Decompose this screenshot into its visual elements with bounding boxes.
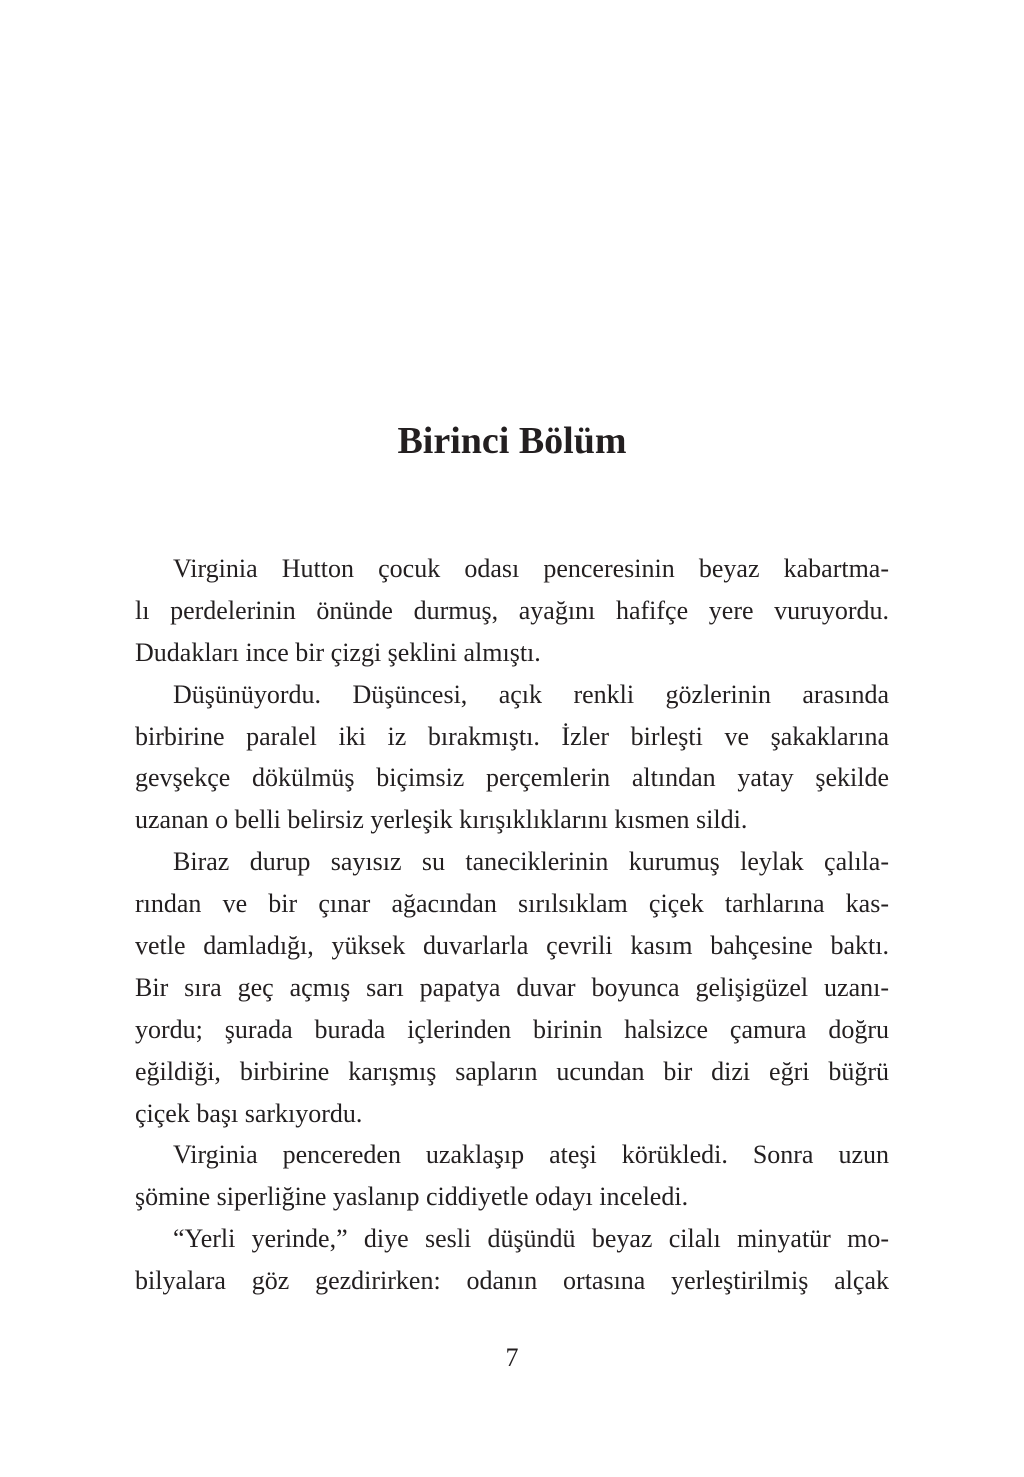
page-number: 7 (505, 1343, 519, 1372)
text-line: şömine siperliğine yaslanıp ciddiyetle odayı inceledi. (135, 1182, 689, 1212)
text-line: çiçek başı sarkıyordu. (135, 1098, 363, 1128)
text-line: vetle damladığı, yüksek duvarlarla çevrili kasım bahçesine baktı. (135, 931, 889, 961)
text-line: eğildiği, birbirine karışmış sapların ucundan bir dizi eğri büğrü (135, 1056, 889, 1086)
text-line: birbirine paralel iki iz bırakmıştı. İzler birleşti ve şakaklarına (135, 721, 889, 751)
text-line: gevşekçe dökülmüş biçimsiz perçemlerin altından yatay şekilde (135, 763, 889, 793)
paragraph (135, 674, 889, 842)
text-line: Bir sıra geç açmış sarı papatya duvar boyunca gelişigüzel uzanı- (135, 972, 889, 1002)
chapter-title: Birinci Bölüm (397, 420, 627, 462)
text-line: Dudakları ince bir çizgi şeklini almıştı. (135, 637, 541, 667)
paragraph (135, 548, 889, 674)
text-line: Virginia pencereden uzaklaşıp ateşi körükledi. Sonra uzun (173, 1140, 889, 1170)
chapter-body-text (135, 548, 889, 1302)
text-line: uzanan o belli belirsiz yerleşik kırışıklıklarını kısmen sildi. (135, 805, 748, 835)
text-line: Düşünüyordu. Düşüncesi, açık renkli gözlerinin arasında (173, 679, 889, 709)
text-line: Virginia Hutton çocuk odası penceresinin beyaz kabartma- (173, 554, 889, 583)
text-line: lı perdelerinin önünde durmuş, ayağını hafifçe yere vuruyordu. (135, 595, 889, 625)
text-line: bilyalara göz gezdirirken: odanın ortasına yerleştirilmiş alçak (135, 1266, 889, 1296)
text-line: “Yerli yerinde,” diye sesli düşündü beyaz cilalı minyatür mo- (173, 1224, 889, 1254)
paragraph (135, 841, 889, 1134)
text-line: Biraz durup sayısız su taneciklerinin kurumuş leylak çalıla- (173, 847, 889, 877)
text-line: rından ve bir çınar ağacından sırılsıklam çiçek tarhlarına kas- (135, 889, 889, 919)
paragraph (135, 1134, 889, 1218)
text-line: yordu; şurada burada içlerinden birinin halsizce çamura doğru (135, 1014, 889, 1044)
paragraph (135, 1218, 889, 1302)
